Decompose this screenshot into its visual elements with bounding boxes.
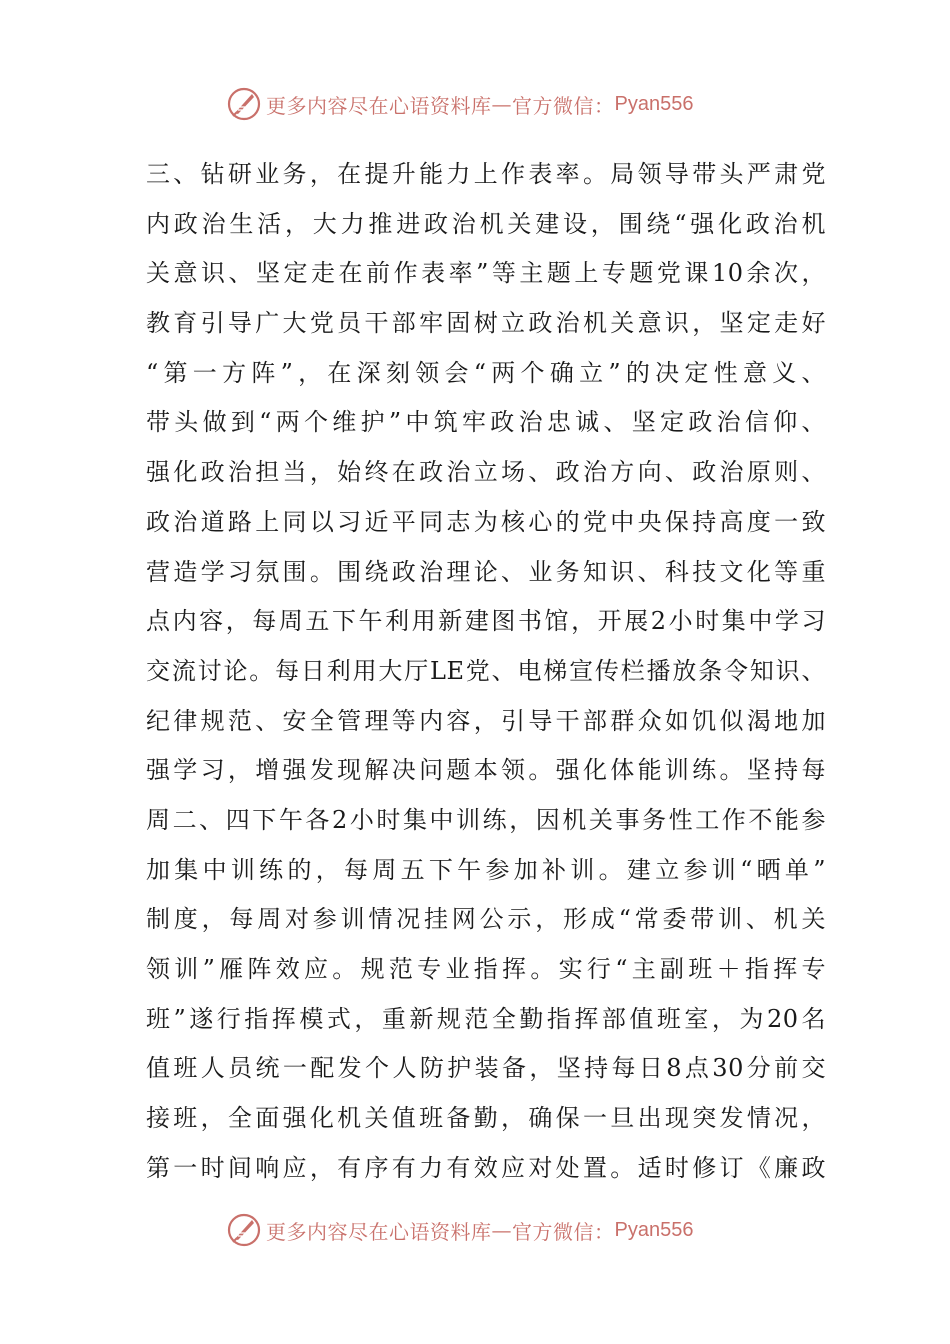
text-line: 内政治生活，大力推进政治机关建设，围绕“强化政治机: [146, 209, 826, 238]
text-line: “第一方阵”，在深刻领会“两个确立”的决定性意义、: [146, 358, 826, 387]
text-line: 纪律规范、安全管理等内容，引导干部群众如饥似渴地加: [146, 706, 826, 735]
text-line: 营造学习氛围。围绕政治理论、业务知识、科技文化等重: [146, 557, 826, 586]
footer-banner: [226, 1210, 746, 1250]
text-line: 第一时间响应，有序有力有效应对处置。适时修订《廉政: [146, 1153, 826, 1182]
banner-label: 官方微信：: [512, 1219, 615, 1244]
text-line: 领训”雁阵效应。规范专业指挥。实行“主副班＋指挥专: [146, 955, 826, 983]
text-line: 教育引导广大党员干部牢固树立政治机关意识，坚定走好: [146, 309, 826, 338]
text-line: 交流讨论。每日利用大厅LE党、电梯宣传栏播放条令知识、: [146, 656, 826, 685]
text-line: 加集中训练的，每周五下午参加补训。建立参训“晒单”: [146, 855, 826, 884]
text-line: 接班，全面强化机关值班备勤，确保一旦出现突发情况，: [146, 1104, 826, 1133]
quill-pen-logo-icon: [226, 1212, 262, 1248]
text-line: 政治道路上同以习近平同志为核心的党中央保持高度一致: [146, 507, 826, 536]
text-line: 强化政治担当，始终在政治立场、政治方向、政治原则、: [146, 458, 826, 487]
header-banner: [226, 84, 746, 124]
text-line: 点内容，每周五下午利用新建图书馆，开展2小时集中学习: [146, 607, 826, 636]
banner-handle: Pyan556: [614, 92, 694, 115]
banner-separator: —: [491, 1218, 512, 1242]
text-line: 关意识、坚定走在前作表率”等主题上专题党课10余次，: [146, 259, 826, 288]
banner-label: 官方微信：: [512, 93, 615, 118]
banner-slogan: 更多内容尽在心语资料库: [266, 1219, 492, 1244]
text-line: 三、钻研业务，在提升能力上作表率。局领导带头严肃党: [146, 160, 826, 188]
quill-pen-logo-icon: [226, 86, 262, 122]
banner-separator: —: [491, 92, 512, 116]
body-paragraph: [146, 150, 826, 1193]
text-line: 周二、四下午各2小时集中训练，因机关事务性工作不能参: [146, 805, 826, 834]
text-line: 班”遂行指挥模式，重新规范全勤指挥部值班室，为20名: [146, 1004, 826, 1033]
text-line: 强学习，增强发现解决问题本领。强化体能训练。坚持每: [146, 756, 826, 785]
text-line: 制度，每周对参训情况挂网公示，形成“常委带训、机关: [146, 905, 826, 934]
banner-slogan: 更多内容尽在心语资料库: [266, 93, 492, 118]
banner-handle: Pyan556: [614, 1218, 694, 1241]
text-line: 带头做到“两个维护”中筑牢政治忠诚、坚定政治信仰、: [146, 408, 826, 437]
text-line: 值班人员统一配发个人防护装备，坚持每日8点30分前交: [146, 1054, 826, 1083]
